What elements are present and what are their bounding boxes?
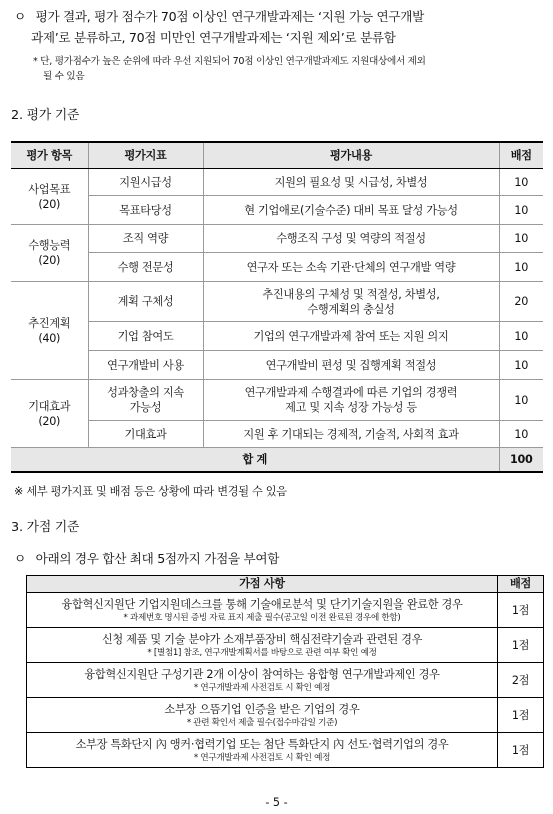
indicator-cell: 계획 구체성 — [88, 282, 203, 322]
intro-note-2: 될 수 있음 — [43, 71, 85, 82]
table-row — [11, 351, 543, 380]
content-cell: 수행조직 구성 및 역량의 적절성 — [203, 225, 499, 253]
category-points: (20) — [38, 254, 61, 267]
total-score: 100 — [499, 448, 543, 473]
table-row — [11, 225, 543, 253]
section-2-heading: 2. 평가 기준 — [11, 108, 80, 123]
category-points: (40) — [38, 331, 61, 345]
category-name: 기대효과 — [28, 399, 71, 413]
indicator-line-1: 성과창출의 지속 — [107, 386, 184, 399]
table-row — [11, 253, 543, 282]
indicator-line-2: 가능성 — [129, 401, 162, 414]
bonus-item-cell — [27, 663, 498, 698]
score-cell: 10 — [499, 253, 543, 282]
header-indicator: 평가지표 — [88, 142, 203, 169]
header-bonus-item: 가점 사항 — [27, 576, 498, 593]
bonus-item-text: 융합혁신지원단 기업지원데스크를 통해 기술애로분석 및 단기기술지원을 완료한 경우 — [61, 597, 463, 611]
indicator-cell: 지원시급성 — [88, 169, 203, 196]
page-number: - 5 - — [265, 796, 288, 809]
header-category: 평가 항목 — [11, 142, 88, 169]
score-cell: 10 — [499, 380, 543, 421]
bonus-item-note: * 관련 확인서 제출 필수(접수마감일 기준) — [186, 717, 338, 728]
category-name: 수행능력 — [28, 239, 71, 252]
category-name: 사업목표 — [28, 182, 71, 196]
header-score: 배점 — [499, 142, 543, 169]
header-content: 평가내용 — [203, 142, 499, 169]
bonus-intro-line — [14, 548, 279, 567]
bonus-item-cell — [27, 593, 498, 628]
content-line-1: 추진내용의 구체성 및 적절성, 차별성, — [262, 287, 440, 301]
table-row — [11, 322, 543, 351]
evaluation-criteria-table — [11, 141, 543, 473]
category-cell — [11, 380, 88, 448]
indicator-cell: 기대효과 — [88, 421, 203, 448]
score-cell: 10 — [499, 421, 543, 448]
table-row — [27, 698, 544, 733]
bonus-item-text: 융합혁신지원단 구성기관 2개 이상이 참여하는 융합형 연구개발과제인 경우 — [84, 667, 440, 681]
content-cell: 현 기업애로(기술수준) 대비 목표 달성 가능성 — [203, 196, 499, 225]
table-row — [27, 628, 544, 663]
table-row — [27, 733, 544, 768]
content-cell: 연구자 또는 소속 기관·단체의 연구개발 역량 — [203, 253, 499, 282]
bonus-item-note: * 과제번호 명시된 증빙 자료 표지 제출 필수(공고일 이전 완료된 경우에 한함) — [123, 612, 401, 623]
content-line-2: 제고 및 지속 성장 가능성 등 — [285, 401, 417, 414]
score-cell: 10 — [499, 225, 543, 253]
table-footnote: ※ 세부 평가지표 및 배점 등은 상황에 따라 변경될 수 있음 — [14, 485, 287, 498]
content-line-2: 수행계획의 충실성 — [307, 302, 395, 316]
category-cell — [11, 225, 88, 282]
bonus-points-cell: 2점 — [498, 663, 544, 698]
bonus-item-text: 소부장 으뜸기업 인증을 받은 기업의 경우 — [164, 702, 360, 716]
content-cell: 지원 후 기대되는 경제적, 기술적, 사회적 효과 — [203, 421, 499, 448]
bonus-points-cell: 1점 — [498, 593, 544, 628]
indicator-cell — [88, 380, 203, 421]
indicator-cell: 기업 참여도 — [88, 322, 203, 351]
bonus-points-cell: 1점 — [498, 733, 544, 768]
table-row — [27, 593, 544, 628]
category-cell — [11, 169, 88, 225]
table-row — [11, 380, 543, 421]
score-cell: 20 — [499, 282, 543, 322]
content-cell: 지원의 필요성 및 시급성, 차별성 — [203, 169, 499, 196]
bonus-item-note: * [별첨1] 참조, 연구개발계획서를 바탕으로 관련 여부 확인 예정 — [147, 647, 377, 658]
category-points: (20) — [38, 414, 61, 428]
content-cell: 연구개발비 편성 및 집행계획 적절성 — [203, 351, 499, 380]
indicator-cell: 목표타당성 — [88, 196, 203, 225]
score-cell: 10 — [499, 196, 543, 225]
section-3-heading: 3. 가점 기준 — [11, 520, 80, 535]
score-cell: 10 — [499, 322, 543, 351]
content-cell — [203, 282, 499, 322]
total-row — [11, 448, 543, 473]
score-cell: 10 — [499, 351, 543, 380]
intro-text-1: 평가 결과, 평가 점수가 70점 이상인 연구개발과제는 ‘지원 가능 연구개발 — [35, 9, 424, 24]
bonus-bullet: ㅇ — [14, 551, 26, 566]
bonus-item-text: 소부장 특화단지 內 앵커·협력기업 또는 첨단 특화단지 內 선도·협력기업의 경우 — [75, 737, 449, 751]
bonus-item-text: 신청 제품 및 기술 분야가 소재부품장비 핵심전략기술과 관련된 경우 — [101, 632, 423, 646]
content-line-1: 연구개발과제 수행결과에 따른 기업의 경쟁력 — [244, 386, 458, 399]
bonus-intro-text: 아래의 경우 합산 최대 5점까지 가점을 부여함 — [35, 551, 280, 566]
category-cell — [11, 282, 88, 380]
table-row — [27, 663, 544, 698]
header-bonus-points: 배점 — [498, 576, 544, 593]
table-row — [11, 421, 543, 448]
content-cell: 기업의 연구개발과제 참여 또는 지원 의지 — [203, 322, 499, 351]
bonus-item-cell — [27, 628, 498, 663]
content-cell — [203, 380, 499, 421]
table-row — [11, 169, 543, 196]
bonus-item-note: * 연구개발과제 사전검토 시 확인 예정 — [193, 682, 331, 693]
bonus-item-cell — [27, 698, 498, 733]
intro-text-2: 과제’로 분류하고, 70점 미만인 연구개발과제는 ‘지원 제외’로 분류함 — [31, 30, 396, 45]
bonus-item-cell — [27, 733, 498, 768]
intro-note-1: * 단, 평가점수가 높은 순위에 따라 우선 지원되어 70점 이상인 연구개발과제도 지원대상에서 제외 — [33, 56, 426, 67]
bonus-item-note: * 연구개발과제 사전검토 시 확인 예정 — [193, 752, 331, 763]
indicator-cell: 조직 역량 — [88, 225, 203, 253]
total-label: 합 계 — [11, 448, 499, 473]
intro-bullet: ㅇ — [14, 9, 26, 24]
intro-line-1 — [14, 6, 424, 27]
category-name: 추진계획 — [28, 316, 71, 330]
indicator-cell: 연구개발비 사용 — [88, 351, 203, 380]
score-cell: 10 — [499, 169, 543, 196]
bonus-points-cell: 1점 — [498, 628, 544, 663]
indicator-cell: 수행 전문성 — [88, 253, 203, 282]
table-row — [11, 282, 543, 322]
table-row — [11, 196, 543, 225]
bonus-points-cell: 1점 — [498, 698, 544, 733]
category-points: (20) — [38, 197, 61, 211]
bonus-points-table — [26, 575, 544, 768]
